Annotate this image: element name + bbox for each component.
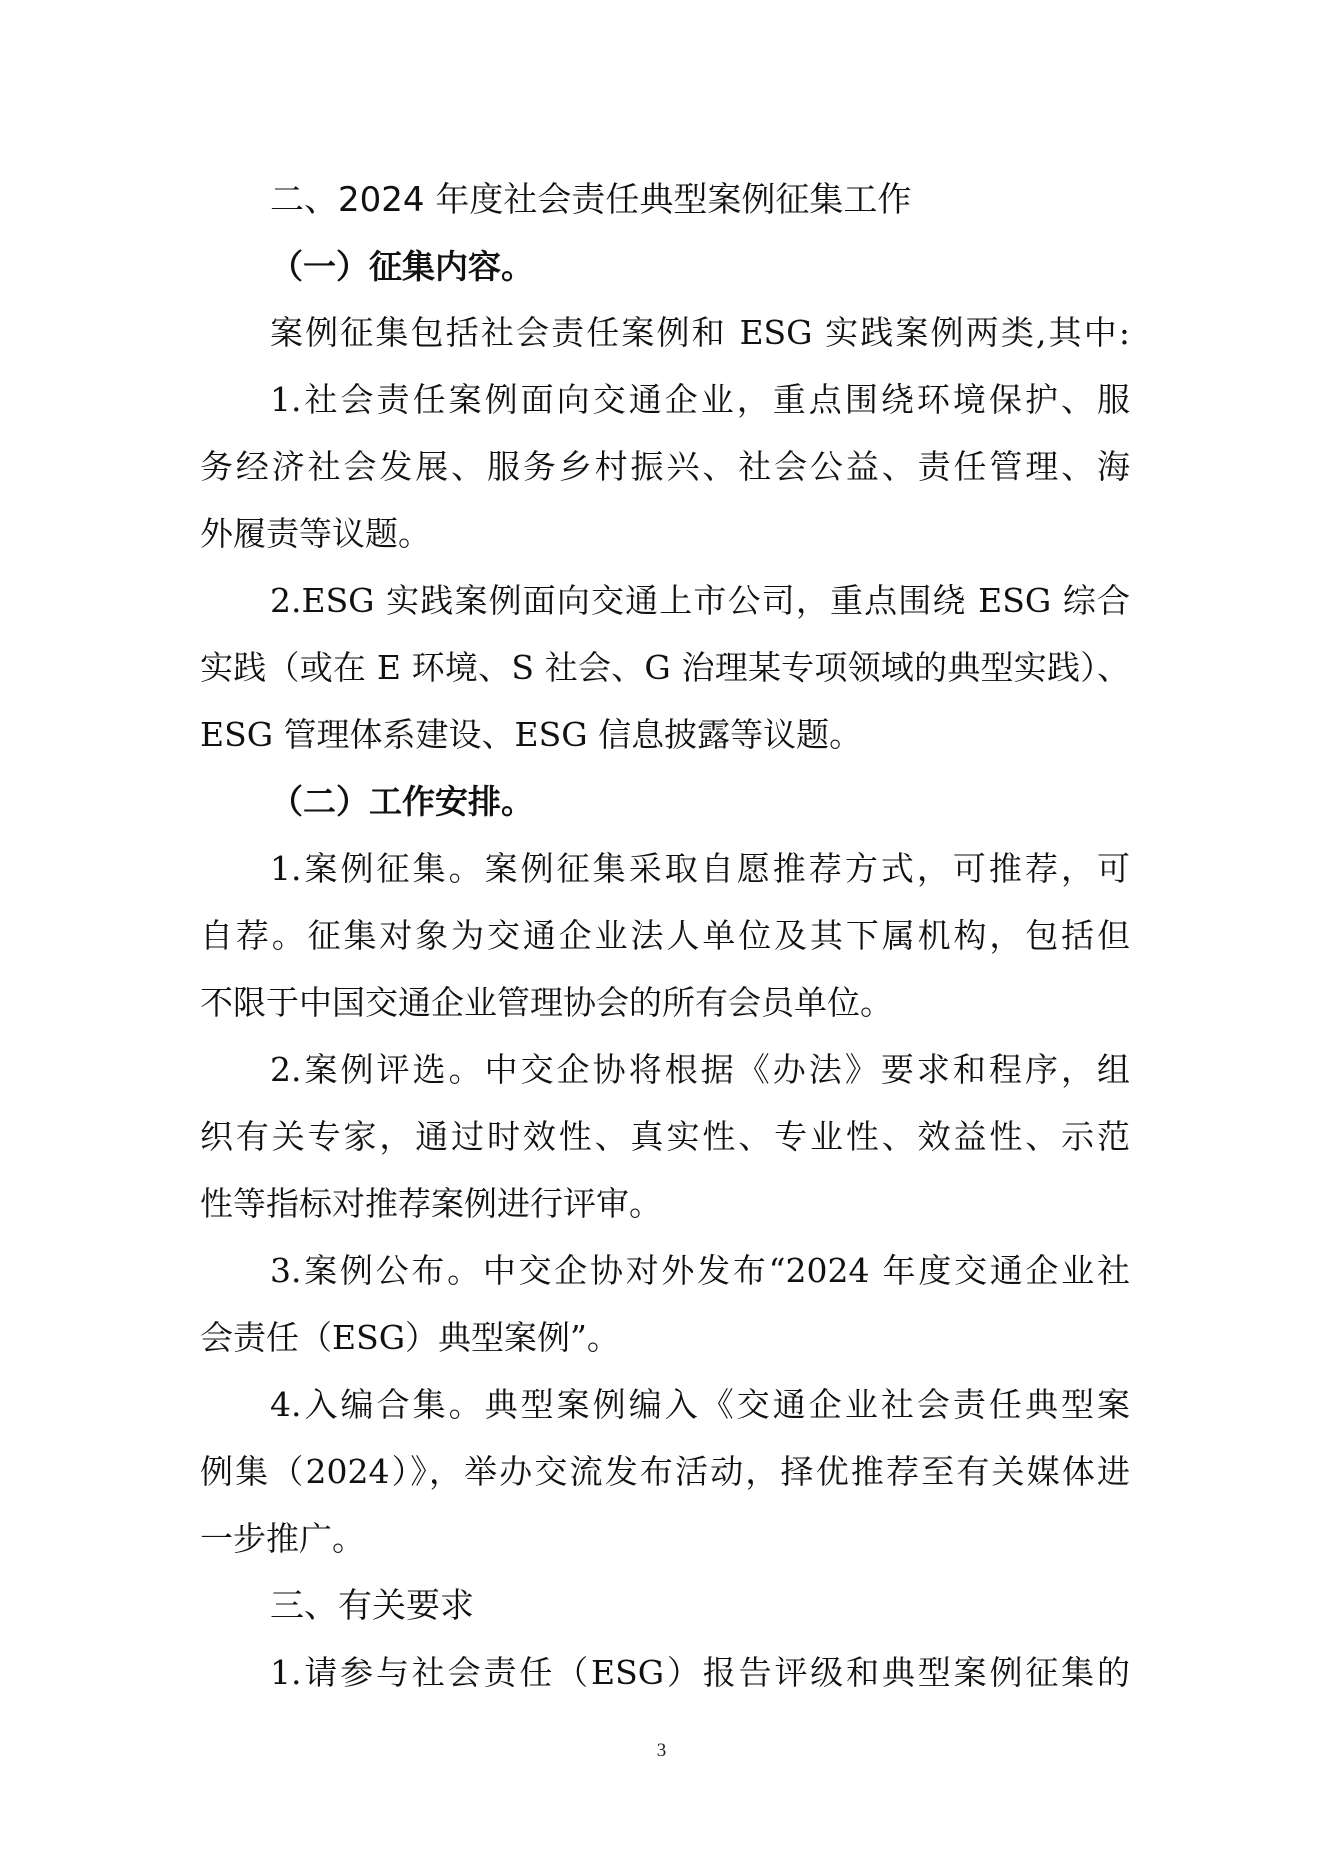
arrangement1-line-3: 不限于中国交通企业管理协会的所有会员单位。 <box>200 983 893 1022</box>
page-number: 3 <box>656 1740 667 1761</box>
item2-line-2: 实践（或在 E 环境、S 社会、G 治理某专项领域的典型实践）、 <box>200 648 1130 687</box>
arrangement1-line-2: 自荐。征集对象为交通企业法人单位及其下属机构，包括但 <box>200 916 1130 955</box>
section-two-title: 二、2024 年度社会责任典型案例征集工作 <box>270 180 912 220</box>
arrangement4-line-3: 一步推广。 <box>200 1519 365 1558</box>
arrangement4-line-1: 4.入编合集。典型案例编入《交通企业社会责任典型案 <box>270 1385 1130 1424</box>
arrangement2-line-3: 性等指标对推荐案例进行评审。 <box>200 1184 662 1223</box>
arrangement3-line-1: 3.案例公布。中交企协对外发布“2024 年度交通企业社 <box>270 1251 1130 1290</box>
arrangement2-line-2: 织有关专家，通过时效性、真实性、专业性、效益性、示范 <box>200 1117 1130 1156</box>
requirement1-line-1: 1.请参与社会责任（ESG）报告评级和典型案例征集的 <box>270 1653 1130 1692</box>
arrangement2-line-1: 2.案例评选。中交企协将根据《办法》要求和程序，组 <box>270 1050 1130 1089</box>
item1-line-3: 外履责等议题。 <box>200 514 431 553</box>
item2-line-1: 2.ESG 实践案例面向交通上市公司，重点围绕 ESG 综合 <box>270 581 1130 620</box>
arrangement3-line-2: 会责任（ESG）典型案例”。 <box>200 1318 620 1357</box>
item1-line-1: 1.社会责任案例面向交通企业，重点围绕环境保护、服 <box>270 380 1130 419</box>
section-three-title: 三、有关要求 <box>270 1586 474 1626</box>
collection-intro: 案例征集包括社会责任案例和 ESG 实践案例两类,其中: <box>270 313 1130 352</box>
item1-line-2: 务经济社会发展、服务乡村振兴、社会公益、责任管理、海 <box>200 447 1130 486</box>
arrangement1-line-1: 1.案例征集。案例征集采取自愿推荐方式，可推荐，可 <box>270 849 1130 888</box>
item2-line-3: ESG 管理体系建设、ESG 信息披露等议题。 <box>200 715 863 754</box>
arrangement4-line-2: 例集（2024）》，举办交流发布活动，择优推荐至有关媒体进 <box>200 1452 1130 1491</box>
subsection-one-title: （一）征集内容。 <box>270 247 534 286</box>
subsection-two-title: （二）工作安排。 <box>270 782 534 821</box>
